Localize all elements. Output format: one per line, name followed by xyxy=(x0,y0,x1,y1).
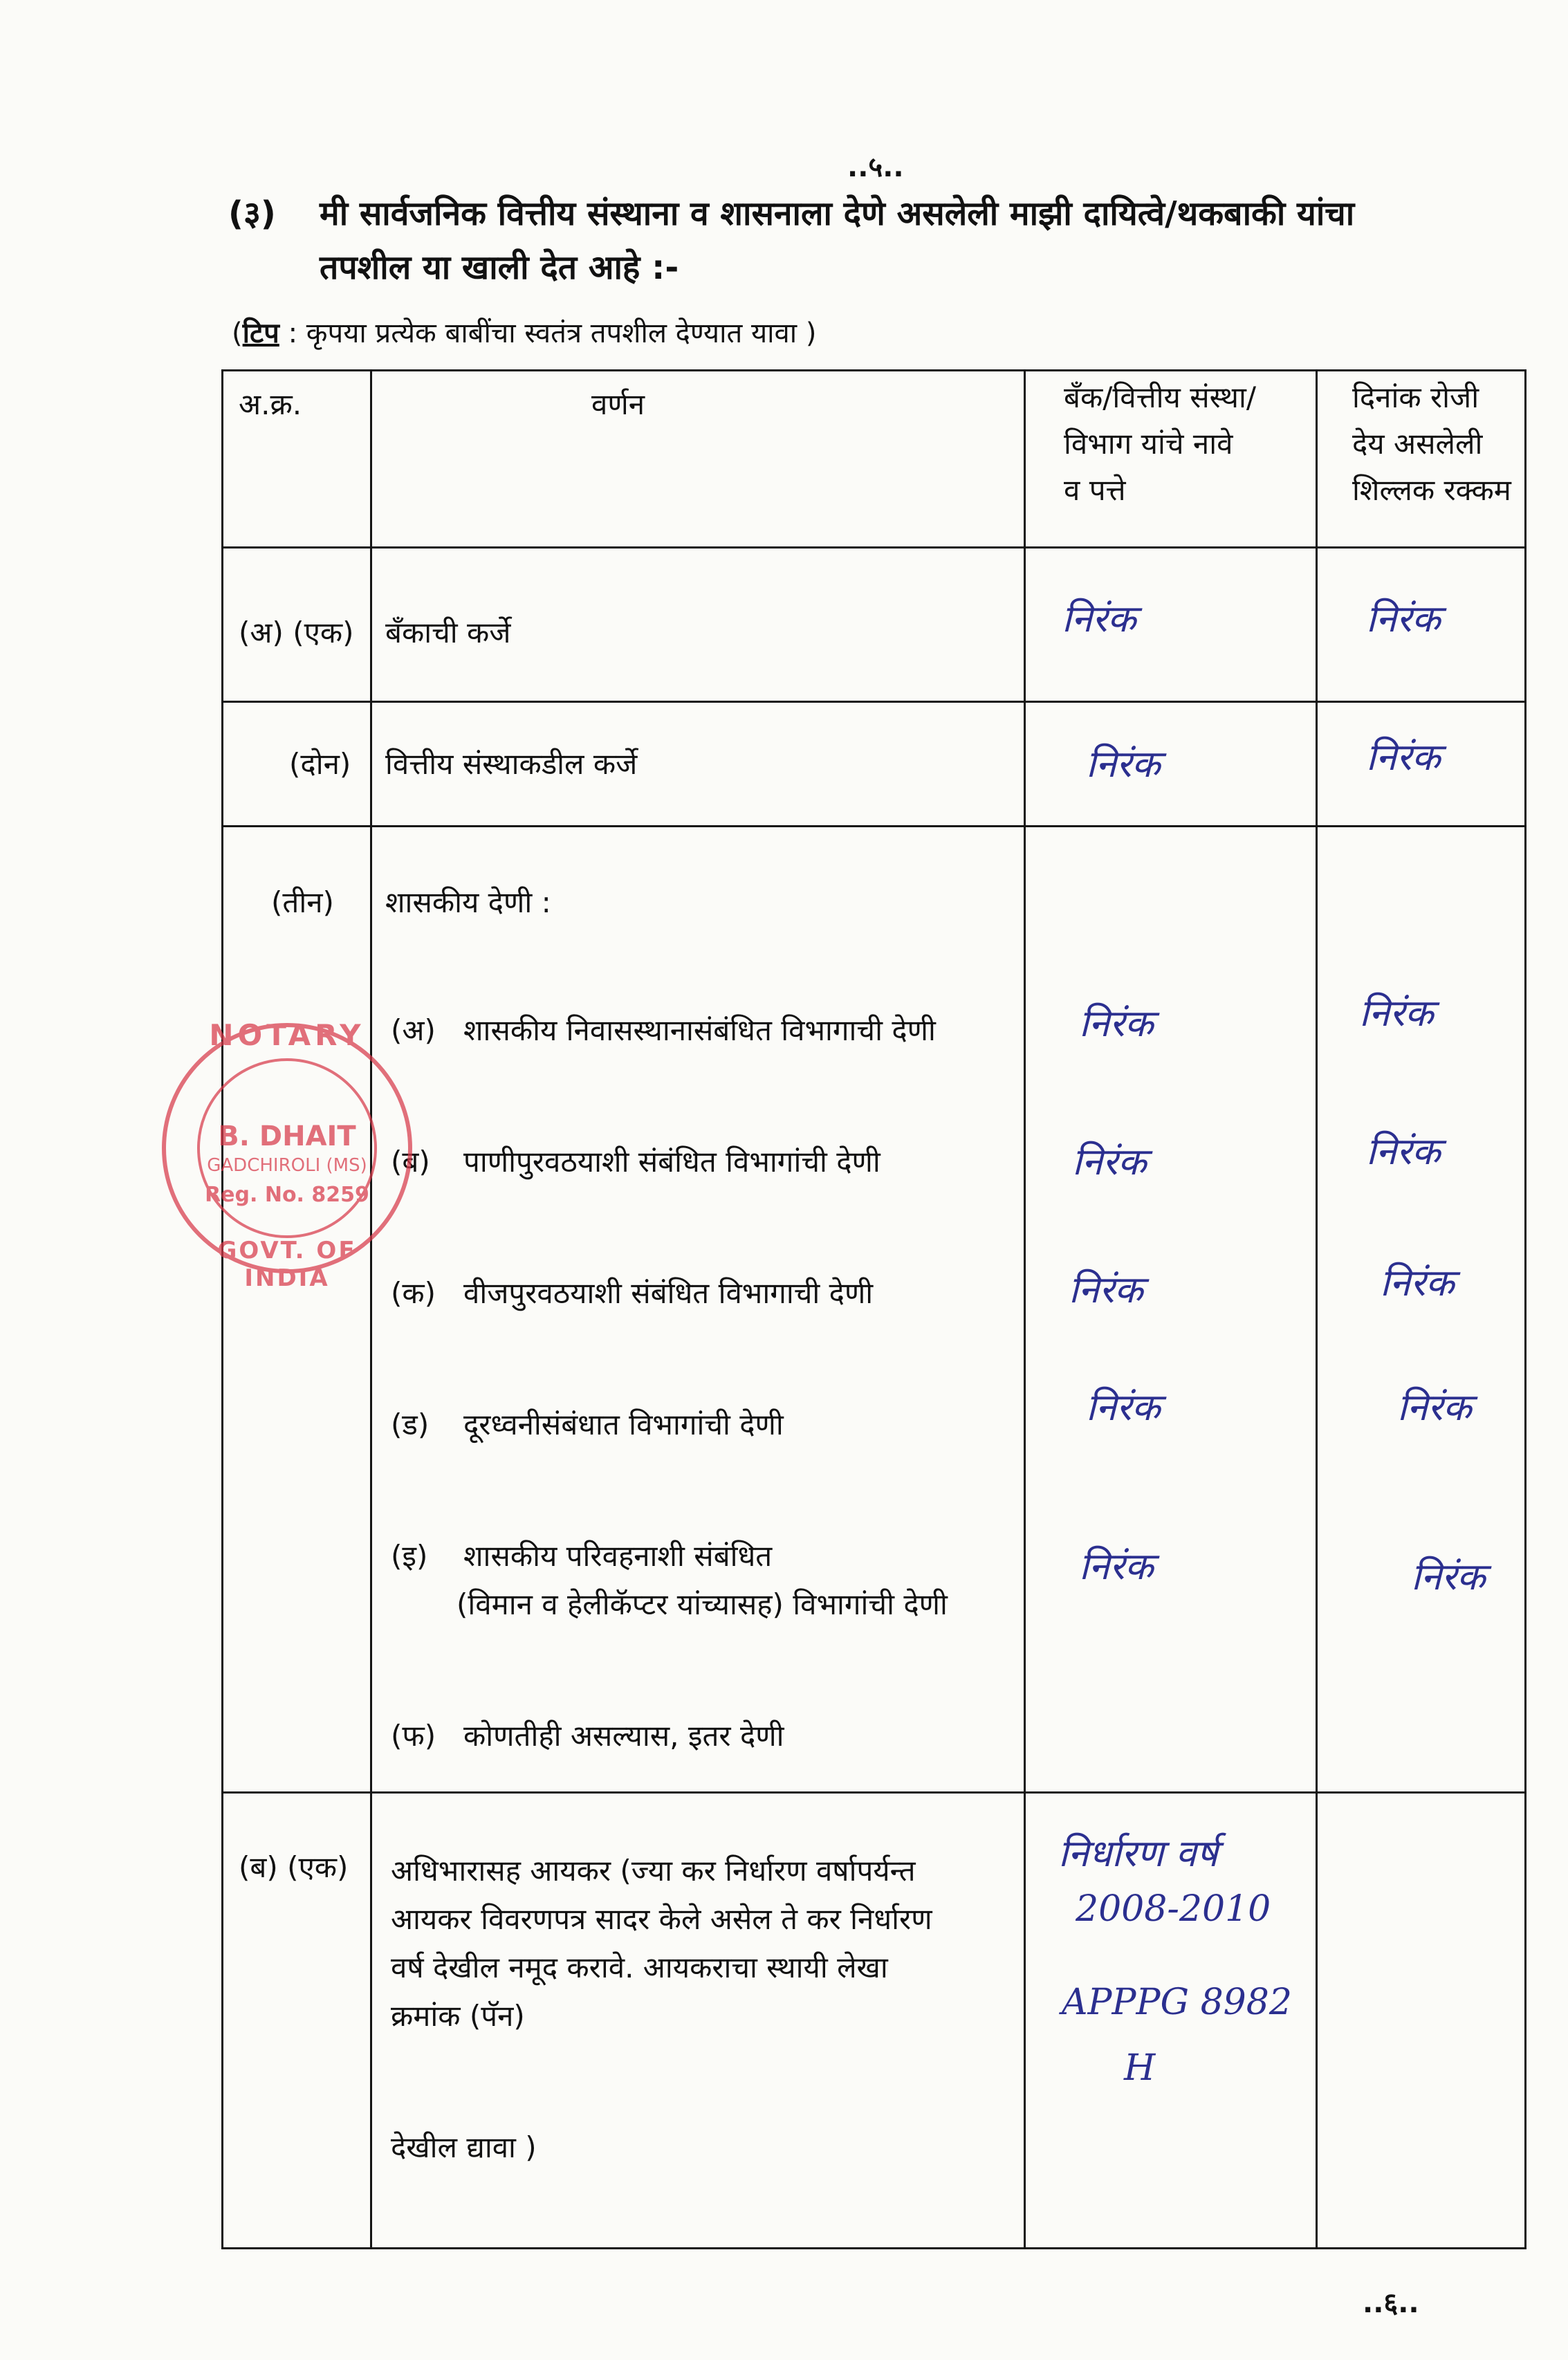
sub-d-text: दूरध्वनीसंबंधात विभागांची देणी xyxy=(463,1408,784,1441)
section-number: (३) xyxy=(228,194,276,233)
handwritten-nil-bank-3: निरंक xyxy=(1079,1002,1154,1045)
handwritten-pan-line1: APPPG 8982 xyxy=(1062,1982,1292,2023)
row-govt-dues-desc: शासकीय देणी : xyxy=(385,885,551,919)
sub-b-text: पाणीपुरवठयाशी संबंधित विभागांची देणी xyxy=(463,1145,880,1179)
handwritten-nil-balance-1: निरंक xyxy=(1366,597,1441,640)
stamp-reg: Reg. No. 8259 xyxy=(205,1183,369,1207)
stamp-place: GADCHIROLI (MS) xyxy=(207,1155,367,1176)
header-sr: अ.क्र. xyxy=(239,387,302,421)
sub-e-label: (इ) xyxy=(391,1539,428,1573)
row-income-tax-line2: आयकर विवरणपत्र सादर केले असेल ते कर निर्धारण xyxy=(391,1902,932,1936)
sub-f-label: (फ) xyxy=(391,1719,436,1753)
row-fi-loans-desc: वित्तीय संस्थाकडील कर्जे xyxy=(385,747,638,781)
handwritten-nil-balance-6: निरंक xyxy=(1397,1385,1472,1429)
row-income-tax-line3: वर्ष देखील नमूद करावे. आयकराचा स्थायी लेखा xyxy=(391,1951,888,1984)
handwritten-nil-bank-4: निरंक xyxy=(1072,1140,1147,1183)
handwritten-nil-balance-5: निरंक xyxy=(1380,1261,1455,1305)
section-heading-line1: मी सार्वजनिक वित्तीय संस्थाना व शासनाला देणे असलेली माझी दायित्वे/थकबाकी यांचा xyxy=(320,194,1355,233)
handwritten-nil-balance-4: निरंक xyxy=(1366,1130,1441,1173)
row-govt-dues-sr: (तीन) xyxy=(271,885,334,919)
note xyxy=(232,313,816,351)
header-balance-line3: शिल्लक रक्कम xyxy=(1352,473,1511,507)
header-bank-line1: बँक/वित्तीय संस्था/ xyxy=(1064,380,1256,414)
stamp-name: B. DHAIT xyxy=(218,1121,356,1152)
note-text: : कृपया प्रत्येक बाबींचा स्वतंत्र तपशील देण्यात यावा ) xyxy=(279,317,817,349)
header-description: वर्णन xyxy=(591,387,645,421)
handwritten-assessment-years: 2008-2010 xyxy=(1076,1888,1271,1930)
note-label: टिप xyxy=(242,317,279,349)
sub-c-text: वीजपुरवठयाशी संबंधित विभागाची देणी xyxy=(463,1276,874,1310)
stamp-top-text: NOTARY xyxy=(209,1018,365,1052)
page-number-bottom: ..६.. xyxy=(1363,2287,1419,2319)
handwritten-nil-bank-2: निरंक xyxy=(1086,742,1161,786)
sub-a-label: (अ) xyxy=(391,1013,436,1047)
row-bank-loans-sr: (अ) (एक) xyxy=(239,616,354,649)
row-fi-loans-sr: (दोन) xyxy=(289,747,351,781)
stamp-bottom-text: GOVT. OF INDIA xyxy=(217,1237,357,1292)
sub-a-text: शासकीय निवासस्थानासंबंधित विभागाची देणी xyxy=(463,1013,936,1047)
handwritten-nil-bank-1: निरंक xyxy=(1062,597,1136,640)
header-balance-line1: दिनांक रोजी xyxy=(1352,380,1479,414)
sub-e-text2: (विमान व हेलीकॅप्टर यांच्यासह) विभागांची देणी xyxy=(456,1587,948,1621)
row-income-tax-line1: अधिभारासह आयकर (ज्या कर निर्धारण वर्षापर्यन्त xyxy=(391,1854,916,1888)
handwritten-nil-balance-3: निरंक xyxy=(1359,991,1434,1035)
handwritten-nil-bank-7: निरंक xyxy=(1079,1545,1154,1588)
sub-d-label: (ड) xyxy=(391,1408,430,1441)
header-bank-line2: विभाग यांचे नावे xyxy=(1064,427,1233,461)
sub-b-label: (ब) xyxy=(391,1145,430,1179)
sub-f-text: कोणतीही असल्यास, इतर देणी xyxy=(463,1719,784,1753)
header-balance-line2: देय असलेली xyxy=(1352,427,1483,461)
handwritten-assessment-year-label: निर्धारण वर्ष xyxy=(1058,1832,1218,1875)
handwritten-nil-balance-2: निरंक xyxy=(1366,735,1441,779)
row-bank-loans-desc: बँकाची कर्जे xyxy=(385,616,511,649)
handwritten-nil-bank-6: निरंक xyxy=(1086,1385,1161,1429)
handwritten-nil-balance-7: निरंक xyxy=(1411,1555,1486,1598)
page-number-top: ..५.. xyxy=(847,151,904,183)
note-open: ( xyxy=(232,317,243,349)
notary-stamp xyxy=(149,1017,425,1292)
handwritten-pan-line2: H xyxy=(1124,2047,1156,2089)
section-heading-line2: तपशील या खाली देत आहे :- xyxy=(320,248,679,287)
row-income-tax-line4: क्रमांक (पॅन) xyxy=(391,1999,525,2033)
row-income-tax-last: देखील द्यावा ) xyxy=(391,2130,537,2164)
sub-e-text: शासकीय परिवहनाशी संबंधित xyxy=(463,1539,773,1573)
row-income-tax-sr: (ब) (एक) xyxy=(239,1850,349,1884)
header-bank-line3: व पत्ते xyxy=(1064,473,1126,507)
handwritten-nil-bank-5: निरंक xyxy=(1069,1268,1143,1311)
sub-c-label: (क) xyxy=(391,1276,436,1310)
